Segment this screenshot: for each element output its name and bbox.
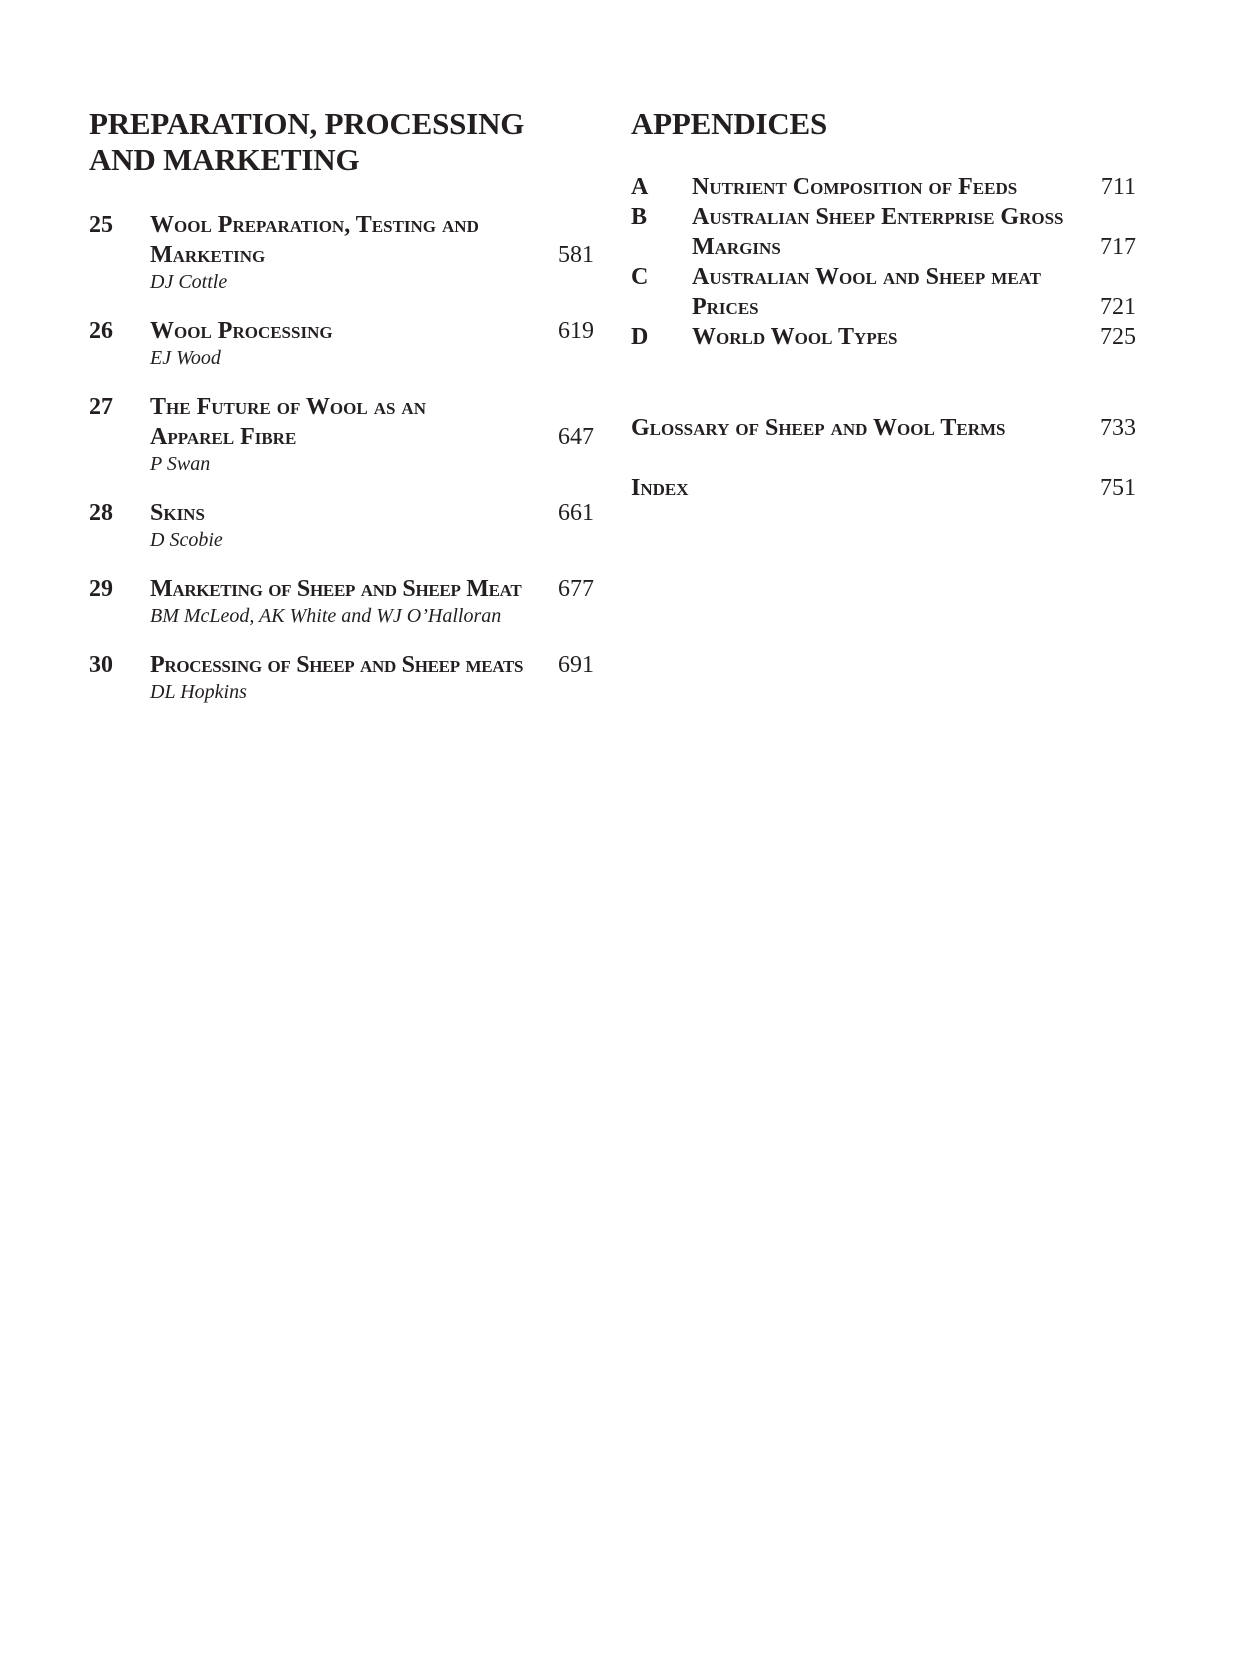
section-heading-preparation: PREPARATION, PROCESSING AND MARKETING	[89, 106, 525, 177]
chapter-title[interactable]: Skins	[150, 500, 205, 526]
chapter-author: P Swan	[150, 453, 211, 475]
chapter-author: DL Hopkins	[150, 681, 247, 703]
page-number: 733	[1100, 415, 1136, 441]
section-heading-appendices: APPENDICES	[631, 106, 828, 141]
chapter-number: 25	[89, 212, 113, 238]
chapter-author: D Scobie	[150, 529, 223, 551]
chapter-entry-26[interactable]	[89, 316, 594, 371]
appendix-entry-c[interactable]	[631, 262, 1136, 322]
chapter-title[interactable]: The Future of Wool as an Apparel Fibre	[150, 394, 426, 450]
chapter-number: 27	[89, 394, 113, 420]
page-number: 677	[558, 576, 594, 602]
appendix-entry-a[interactable]	[631, 172, 1136, 202]
appendix-title[interactable]: World Wool Types	[692, 324, 898, 350]
glossary-title[interactable]: Glossary of Sheep and Wool Terms	[631, 415, 1006, 441]
page-number: 721	[1100, 294, 1136, 320]
appendix-letter: D	[631, 324, 649, 350]
left-column	[89, 106, 594, 726]
page-number: 725	[1100, 324, 1136, 350]
chapter-title[interactable]: Wool Preparation, Testing and Marketing	[150, 212, 479, 268]
chapter-title[interactable]: Marketing of Sheep and Sheep Meat	[150, 576, 522, 602]
page-number: 717	[1100, 234, 1136, 260]
page-number: 647	[558, 424, 594, 450]
appendix-letter: A	[631, 174, 649, 200]
appendix-title[interactable]: Australian Wool and Sheep meat Prices	[692, 264, 1042, 320]
chapter-entry-30[interactable]	[89, 650, 594, 705]
appendix-entry-b[interactable]	[631, 202, 1136, 262]
chapter-entry-29[interactable]	[89, 574, 594, 629]
chapter-list	[89, 210, 594, 705]
page-number: 711	[1100, 174, 1136, 200]
chapter-title[interactable]: Processing of Sheep and Sheep meats	[150, 652, 524, 678]
page-number: 751	[1100, 475, 1136, 501]
appendix-title[interactable]: Nutrient Composition of Feeds	[692, 174, 1018, 200]
page-number: 619	[558, 318, 594, 344]
chapter-entry-27[interactable]	[89, 392, 594, 477]
chapter-number: 30	[89, 652, 113, 678]
index-title[interactable]: Index	[631, 475, 689, 501]
chapter-number: 26	[89, 318, 113, 344]
chapter-entry-25[interactable]	[89, 210, 594, 295]
chapter-author: DJ Cottle	[150, 271, 228, 293]
glossary-entry[interactable]	[631, 413, 1136, 443]
appendix-letter: C	[631, 264, 649, 290]
chapter-number: 29	[89, 576, 113, 602]
appendix-letter: B	[631, 204, 648, 230]
page-number: 661	[558, 500, 594, 526]
appendix-list	[631, 172, 1136, 352]
page-number: 581	[558, 242, 594, 268]
chapter-title[interactable]: Wool Processing	[150, 318, 333, 344]
index-entry[interactable]	[631, 473, 1136, 503]
page-number: 691	[558, 652, 594, 678]
appendix-entry-d[interactable]	[631, 322, 1136, 352]
chapter-author: EJ Wood	[150, 347, 221, 369]
right-column	[631, 106, 1136, 503]
chapter-number: 28	[89, 500, 113, 526]
chapter-entry-28[interactable]	[89, 498, 594, 553]
chapter-author: BM McLeod, AK White and WJ O’Halloran	[150, 605, 502, 627]
appendix-title[interactable]: Australian Sheep Enterprise Gross Margins	[692, 204, 1064, 260]
